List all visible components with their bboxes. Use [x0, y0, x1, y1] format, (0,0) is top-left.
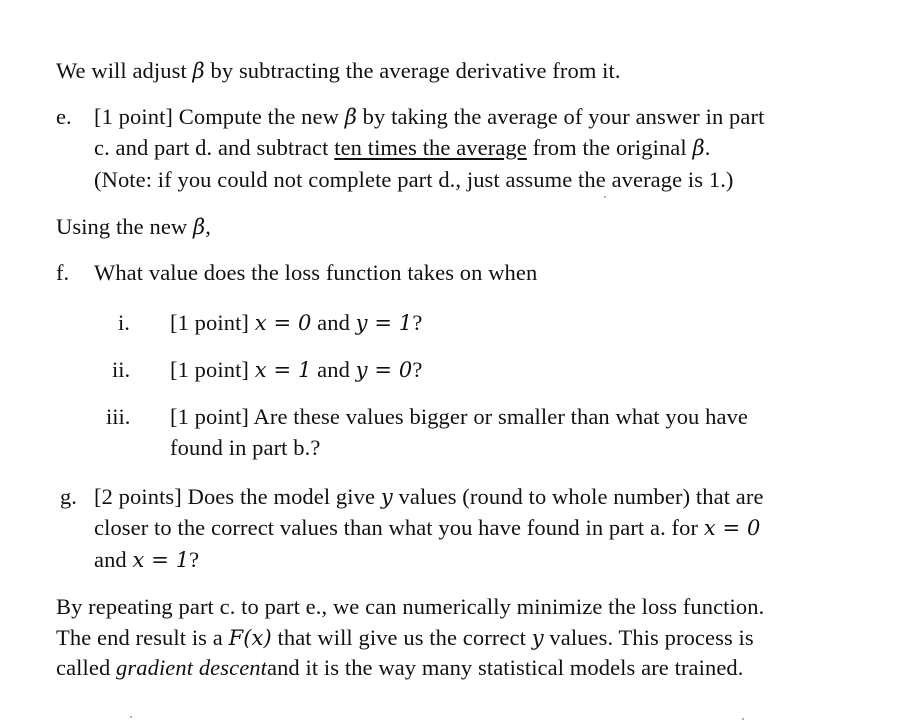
using-post: ,: [205, 214, 211, 239]
closing-line-2-pre: The end result is a: [56, 625, 229, 650]
part-f-ii-line: [170, 356, 422, 384]
part-g-line-3-post: ?: [189, 547, 200, 572]
part-f-ii-math-y: y = 0: [355, 358, 413, 382]
part-f-i-line: [170, 309, 422, 337]
using-beta: β: [193, 215, 206, 239]
part-g-math-x1: x = 1: [132, 548, 190, 572]
part-g-line-3-pre: and: [94, 547, 133, 572]
part-f-i-post: ?: [412, 310, 423, 335]
closing-term-gradient-descent: gradient descent: [116, 655, 267, 680]
part-e-underlined-text: ten times the average: [334, 135, 527, 160]
part-e-marker: e.: [56, 104, 72, 129]
part-f-ii-pre: [1 point]: [170, 357, 255, 382]
part-e-line-2-post: from the original: [526, 135, 693, 160]
part-e-beta-2: β: [692, 136, 705, 160]
intro-line: [56, 57, 621, 85]
part-e-line-2-end: .: [704, 135, 711, 160]
scan-speck: [604, 196, 606, 198]
part-e-beta: β: [344, 105, 357, 129]
part-f-ii-post: ?: [412, 357, 423, 382]
using-pre: Using the new: [56, 214, 194, 239]
closing-line-1: By repeating part c. to part e., we can numerically minimize the loss function.: [56, 594, 765, 619]
closing-math-fx: F(x): [228, 626, 272, 650]
using-line: [56, 213, 211, 241]
part-f-i-pre: [1 point]: [170, 310, 255, 335]
closing-math-y: y: [531, 626, 544, 650]
part-f-i-math-y: y = 1: [355, 311, 413, 335]
part-e-line-2-pre: c. and part d. and subtract: [94, 135, 335, 160]
part-e-line-1: [94, 103, 764, 131]
scan-speck: [130, 716, 132, 718]
part-g-marker: g.: [60, 484, 77, 509]
intro-pre: We will adjust: [56, 58, 193, 83]
part-g-line-1: [94, 483, 764, 511]
part-g-math-y: y: [380, 485, 393, 509]
closing-line-2-post: values. This process is: [543, 625, 754, 650]
part-f-text: What value does the loss function takes on when: [94, 260, 538, 285]
scan-speck: [742, 718, 744, 720]
part-g-line-1-post: values (round to whole number) that are: [392, 484, 764, 509]
part-f-iii-line-2: found in part b.?: [170, 435, 321, 460]
part-f-ii-mid: and: [311, 357, 356, 382]
closing-line-2: [56, 624, 754, 652]
part-g-math-x0: x = 0: [703, 516, 761, 540]
part-f-ii-math-x: x = 1: [254, 358, 312, 382]
part-f-i-math-x: x = 0: [254, 311, 312, 335]
part-g-line-2-pre: closer to the correct values than what you have found in part a. for: [94, 515, 704, 540]
part-f-ii-marker: ii.: [112, 357, 131, 382]
part-f-i-mid: and: [311, 310, 356, 335]
part-g-line-3: [94, 546, 199, 574]
closing-line-2-mid: that will give us the correct: [271, 625, 532, 650]
part-e-line-1-post: by taking the average of your answer in part: [356, 104, 765, 129]
part-f-iii-line-1: [1 point] Are these values bigger or smaller than what you have: [170, 404, 749, 429]
intro-beta: β: [192, 59, 205, 83]
part-f-iii-marker: iii.: [106, 404, 131, 429]
intro-post: by subtracting the average derivative from it.: [204, 58, 621, 83]
part-e-note: (Note: if you could not complete part d., just assume the average is 1.): [94, 167, 734, 192]
part-g-line-2: [94, 514, 760, 542]
closing-line-3-post: and it is the way many statistical models are trained.: [266, 655, 744, 680]
part-g-line-1-pre: [2 points] Does the model give: [94, 484, 381, 509]
part-f-marker: f.: [56, 260, 70, 285]
part-e-line-2: [94, 134, 710, 162]
closing-line-3-pre: called: [56, 655, 117, 680]
part-e-line-1-pre: [1 point] Compute the new: [94, 104, 345, 129]
closing-line-3: [56, 654, 744, 682]
part-f-i-marker: i.: [118, 310, 130, 335]
